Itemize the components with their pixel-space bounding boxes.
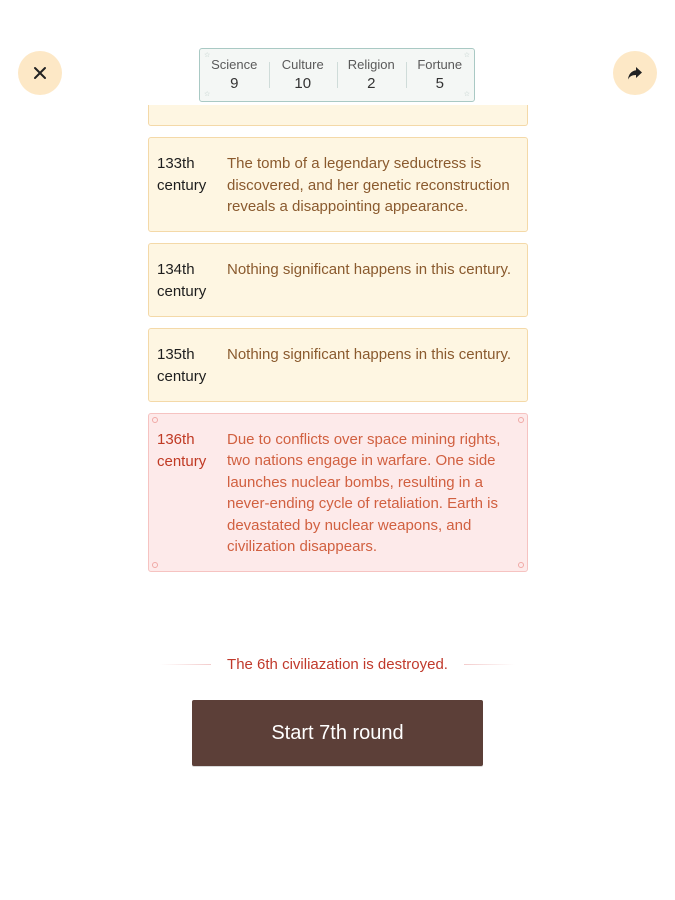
entry-century: 136th century (157, 430, 207, 470)
entry-event: Nothing significant happens in this century. (227, 260, 512, 278)
previous-entry-partial (148, 105, 528, 126)
stat-value: 9 (230, 75, 239, 92)
stat-label: Culture (281, 57, 324, 72)
stat-science (200, 56, 269, 94)
result-text: The 6th civiliazation is destroyed. (227, 656, 448, 673)
entry-century: 133th century (157, 155, 207, 194)
stat-value: 10 (294, 75, 312, 92)
entry-event: Due to conflicts over space mining rights, two nations engage in warfare. One side launches nuclear bombs, resulting in a never-ending cycle of retaliation. Earth is devastated by nuclear weapons, and civilization disappears. (227, 430, 501, 555)
civilization-result (160, 656, 515, 673)
corner-dot (518, 417, 524, 423)
stat-value: 2 (367, 75, 376, 92)
close-icon (33, 66, 47, 80)
start-round-button[interactable]: Start 7th round (192, 700, 483, 766)
stat-fortune (406, 56, 475, 94)
entry-century: 135th century (157, 345, 207, 385)
divider (464, 664, 515, 665)
divider (160, 664, 211, 665)
star-ornament: ☆ (463, 52, 470, 59)
share-button[interactable] (613, 51, 657, 95)
stat-label: Fortune (417, 57, 463, 72)
stat-religion (337, 56, 406, 94)
timeline-entry (148, 328, 528, 402)
corner-dot (152, 417, 158, 423)
star-ornament: ☆ (204, 52, 211, 59)
timeline-entry (148, 137, 528, 232)
star-ornament: ☆ (463, 91, 470, 98)
close-button[interactable] (18, 51, 62, 95)
stat-label: Science (211, 57, 258, 72)
corner-dot (152, 562, 158, 568)
timeline-entry (148, 243, 528, 317)
history-timeline[interactable] (148, 105, 528, 572)
share-arrow-icon (627, 65, 643, 81)
timeline-entry-catastrophe (148, 413, 528, 572)
stat-label: Religion (347, 57, 395, 72)
stats-panel (199, 48, 475, 102)
stat-value: 5 (435, 75, 444, 92)
star-ornament: ☆ (204, 91, 211, 98)
corner-dot (518, 562, 524, 568)
entry-century: 134th century (157, 260, 207, 300)
entry-event: The tomb of a legendary seductress is discovered, and her genetic reconstruction reveals a disappointing appearance. (227, 155, 510, 215)
entry-event: Nothing significant happens in this century. (227, 345, 512, 363)
stat-culture (269, 56, 338, 94)
